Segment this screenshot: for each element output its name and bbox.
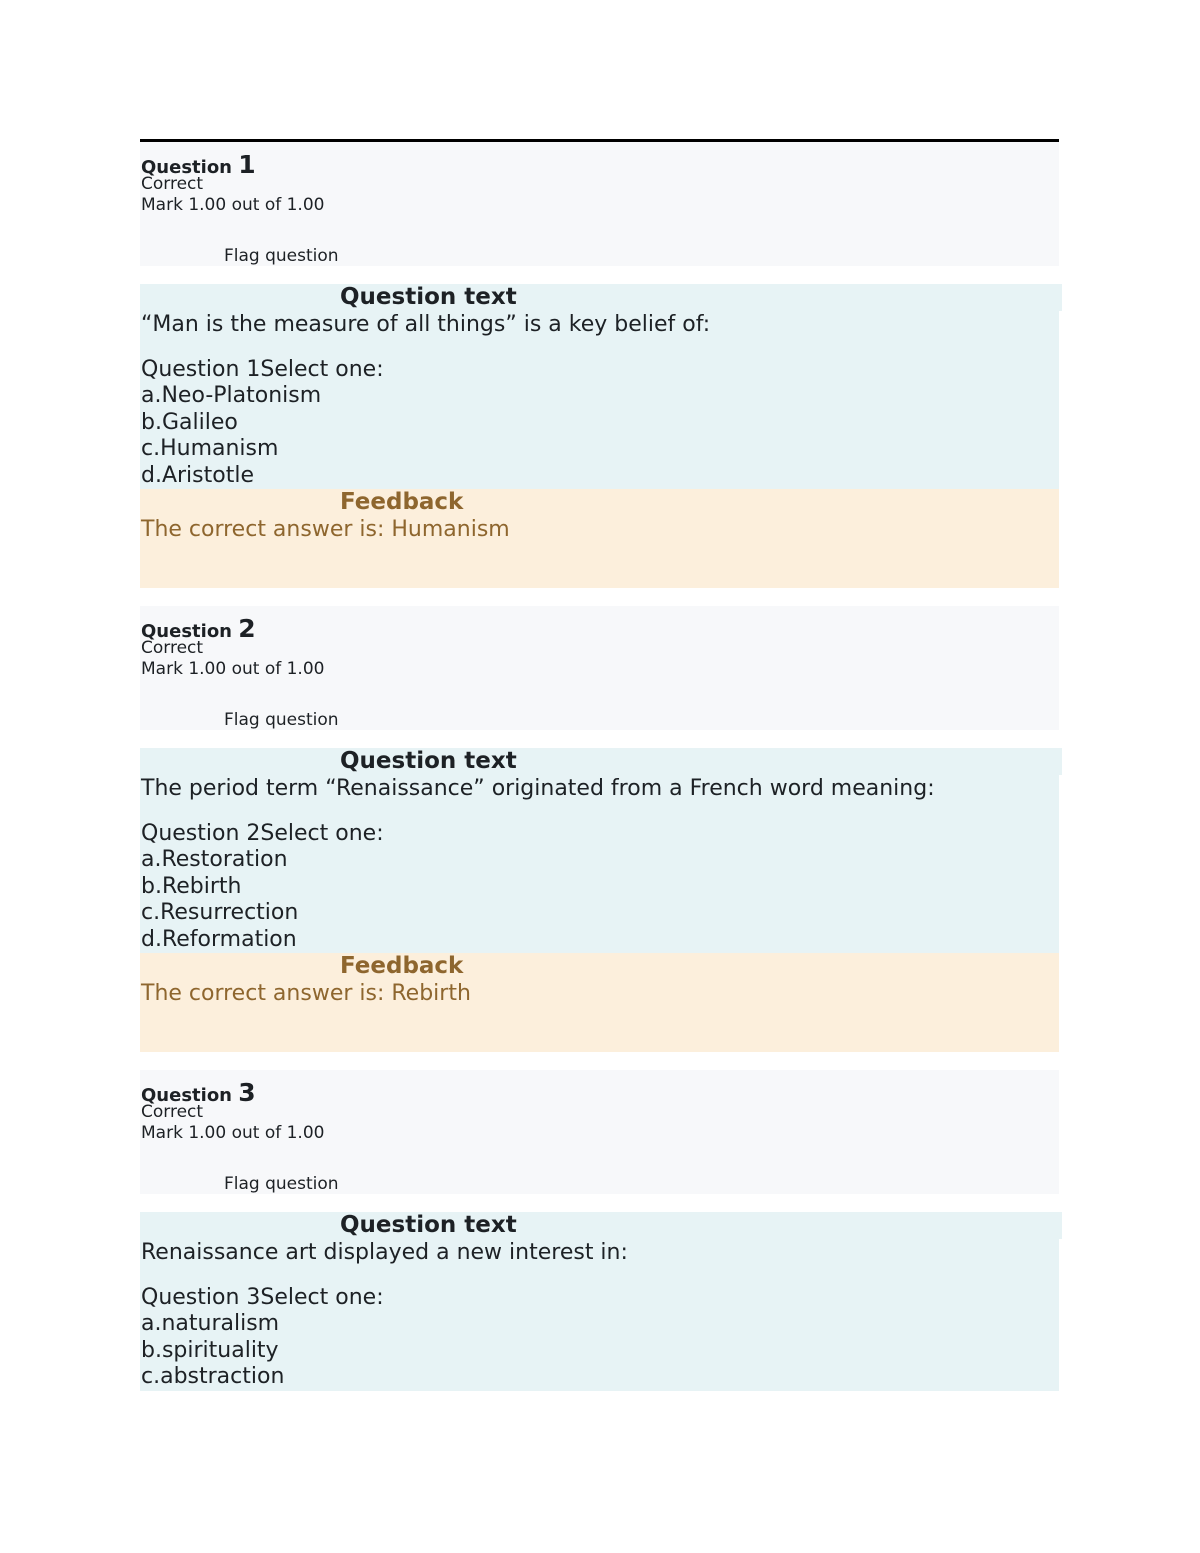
answer-option-c[interactable]: c.abstraction [141,1364,285,1389]
select-one-prompt: Question 2Select one: [141,821,384,846]
answer-option-a[interactable]: a.Restoration [141,847,288,872]
question-text: “Man is the measure of all things” is a key belief of: [141,312,711,337]
feedback-text: The correct answer is: Humanism [141,517,510,542]
answer-option-a[interactable]: a.Neo-Platonism [141,383,322,408]
feedback-block-1 [140,489,1059,588]
answer-option-b[interactable]: b.spirituality [141,1337,279,1363]
answer-option-a[interactable]: a.naturalism [141,1311,280,1336]
question-state: Correct [141,174,204,194]
feedback-heading: Feedback [340,489,464,515]
question-grade: Mark 1.00 out of 1.00 [141,659,325,679]
question-label: Question [141,621,232,642]
question-number: 2 [238,614,256,643]
question-label: Question [141,157,232,178]
flag-question-button[interactable]: Flag question [224,1174,339,1194]
question-text-heading: Question text [340,1212,517,1238]
answer-option-b[interactable]: b.Rebirth [141,873,242,899]
answer-option-d[interactable]: d.Reformation [141,926,297,952]
feedback-block-2 [140,953,1059,1052]
select-one-prompt: Question 1Select one: [141,357,384,382]
question-number: 3 [238,1078,256,1107]
quiz-review-page [140,139,1059,1391]
answer-option-b[interactable]: b.Galileo [141,409,238,435]
select-one-prompt: Question 3Select one: [141,1285,384,1310]
question-state: Correct [141,638,204,658]
feedback-text: The correct answer is: Rebirth [141,981,471,1006]
question-grade: Mark 1.00 out of 1.00 [141,195,325,215]
question-content-1 [140,284,1059,489]
answer-option-c[interactable]: c.Humanism [141,436,279,461]
answer-option-c[interactable]: c.Resurrection [141,900,299,925]
question-content-3 [140,1212,1059,1391]
question-info-3 [140,1070,1059,1194]
question-text: The period term “Renaissance” originated from a French word meaning: [141,776,935,801]
question-number: 1 [238,150,256,179]
question-content-2 [140,748,1059,953]
question-text: Renaissance art displayed a new interest in: [141,1240,628,1265]
question-label: Question [141,1085,232,1106]
flag-question-button[interactable]: Flag question [224,710,339,730]
question-text-heading: Question text [340,748,517,774]
question-info-1 [140,142,1059,266]
question-state: Correct [141,1102,204,1122]
feedback-heading: Feedback [340,953,464,979]
question-text-heading: Question text [340,284,517,310]
answer-option-d[interactable]: d.Aristotle [141,462,254,488]
question-grade: Mark 1.00 out of 1.00 [141,1123,325,1143]
question-info-2 [140,606,1059,730]
flag-question-button[interactable]: Flag question [224,246,339,266]
